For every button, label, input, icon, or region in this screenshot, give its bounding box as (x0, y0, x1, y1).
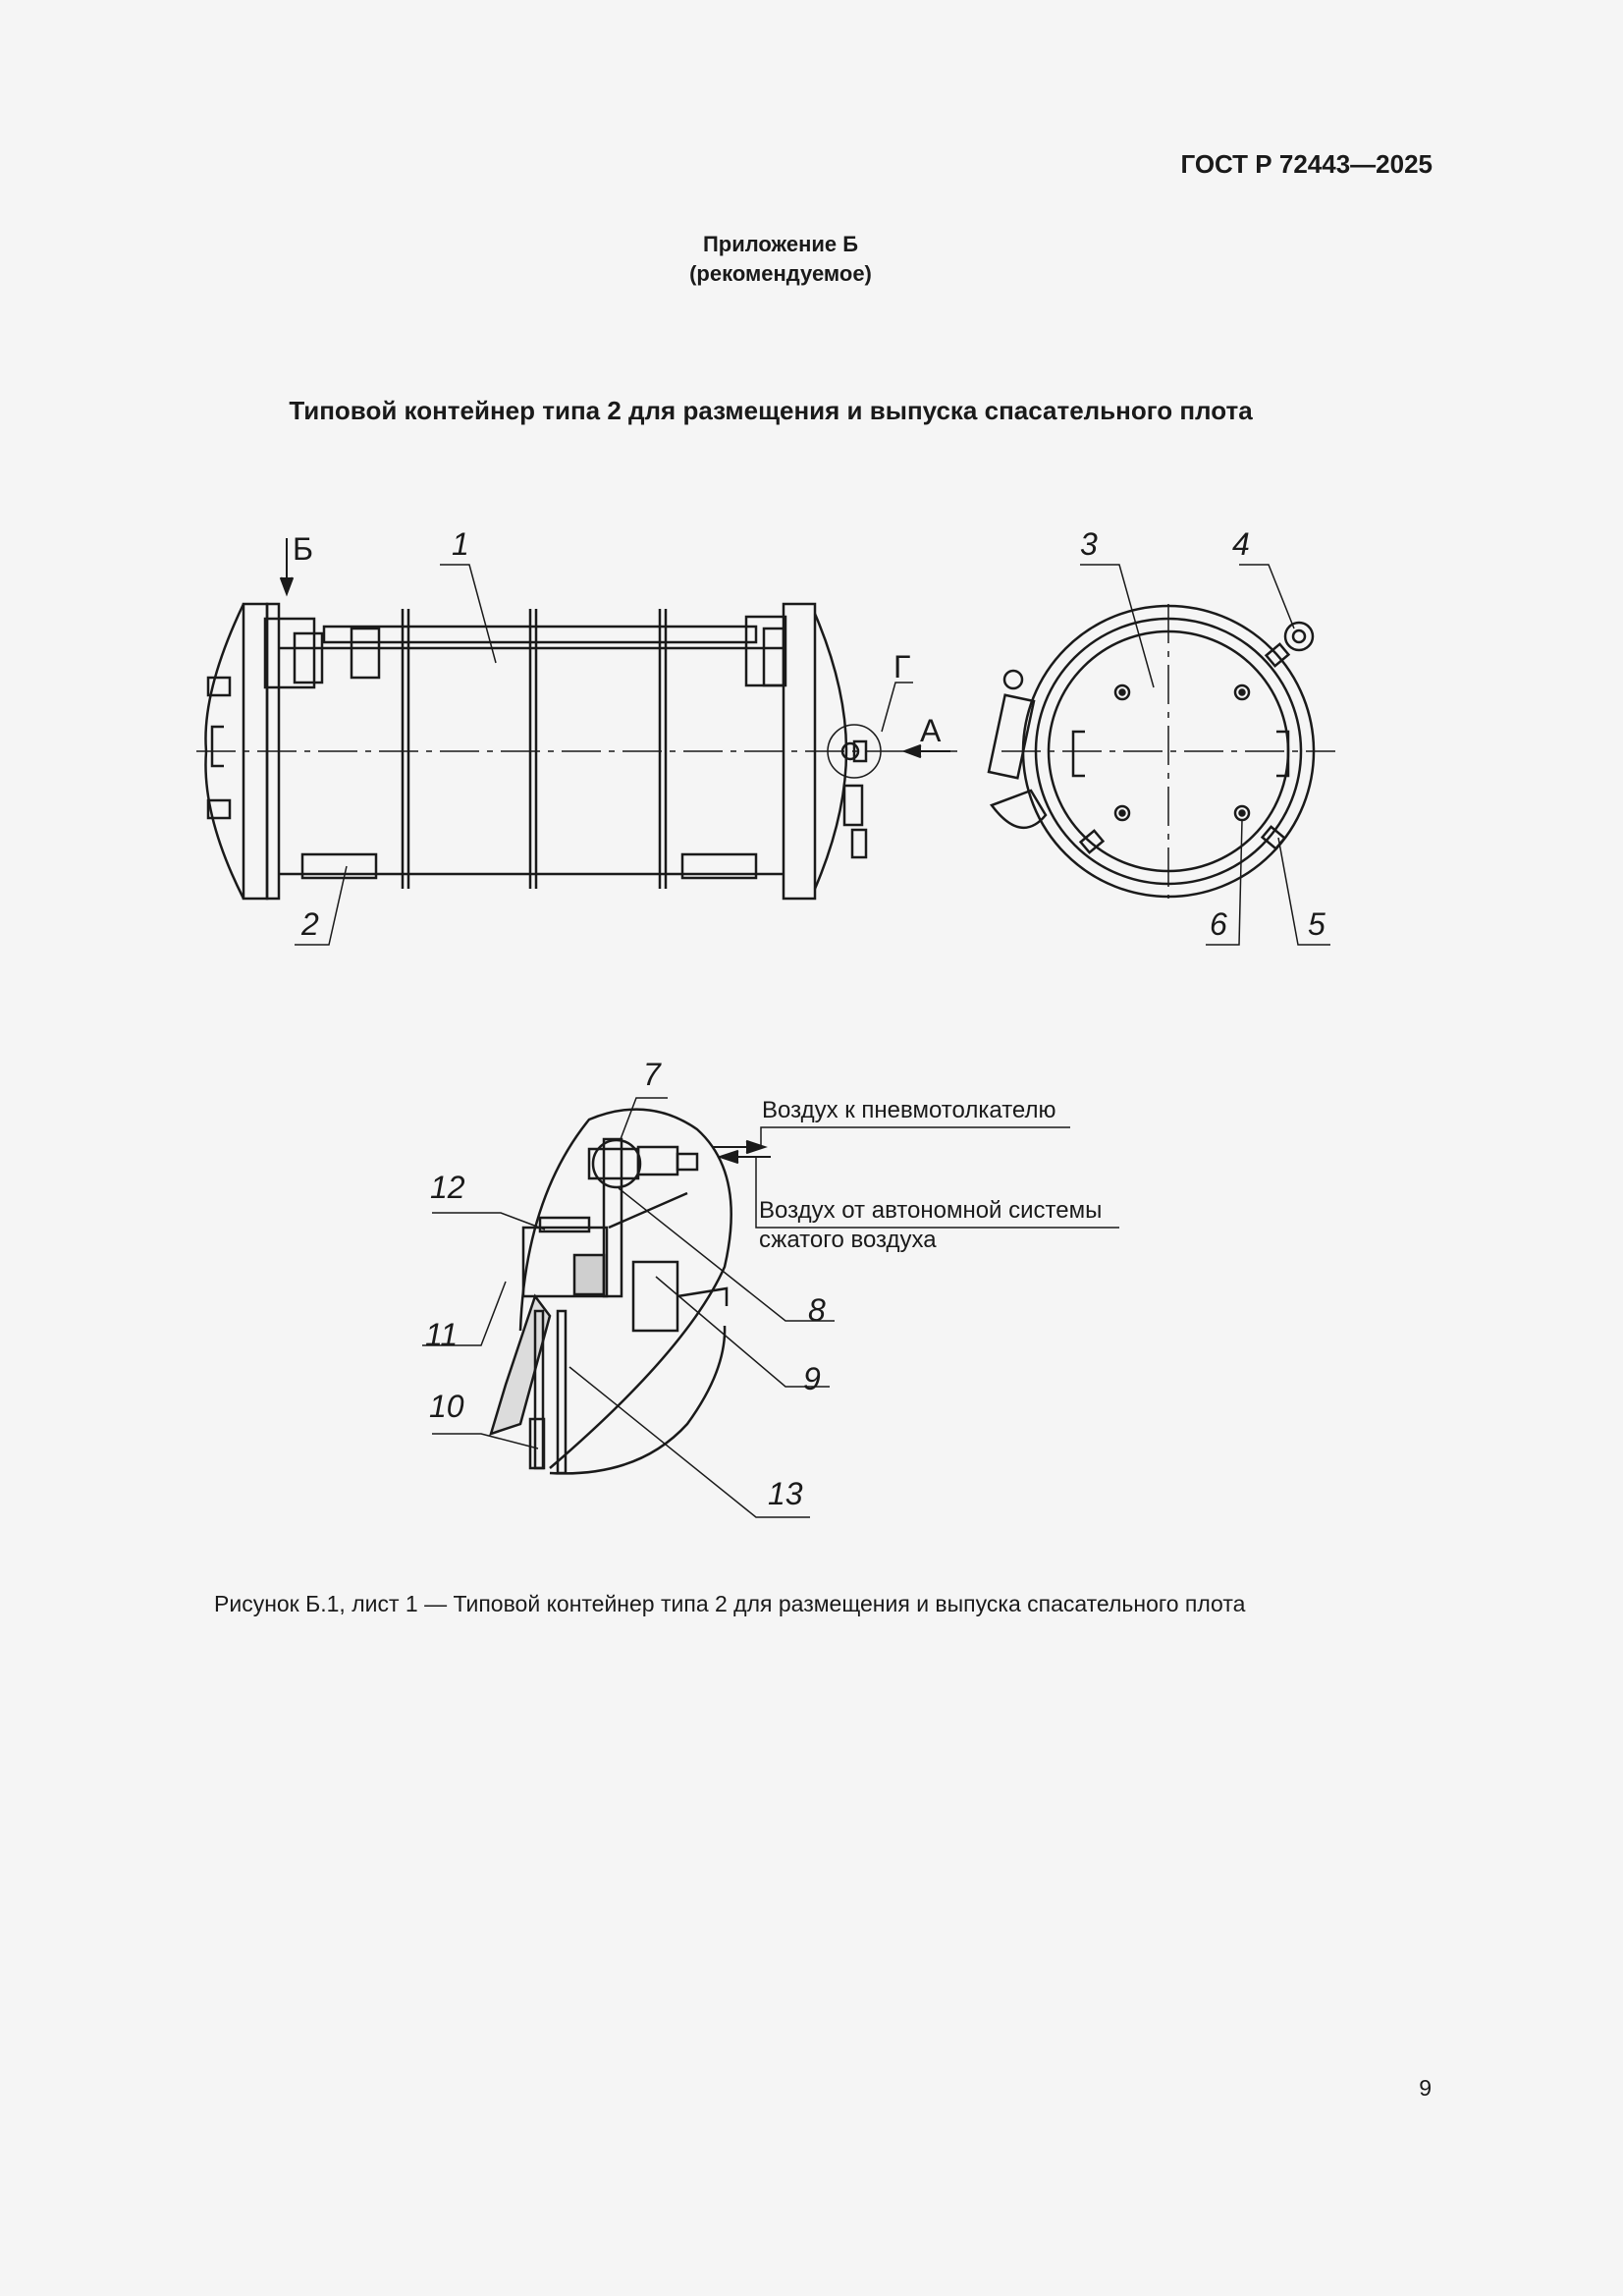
callout-8: 8 (808, 1292, 826, 1328)
callout-3: 3 (1080, 526, 1098, 562)
note-air-to: Воздух к пневмотолкателю (762, 1097, 1056, 1123)
section-title: Типовой контейнер типа 2 для размещения и выпуска спасательного плота (289, 396, 1253, 425)
document-code: ГОСТ Р 72443—2025 (1180, 149, 1433, 179)
callout-2: 2 (301, 906, 319, 942)
callout-12: 12 (430, 1170, 465, 1205)
view-mark-g: Г (893, 649, 911, 684)
callout-6: 6 (1210, 906, 1227, 942)
view-mark-a: А (920, 713, 942, 748)
callout-1: 1 (452, 526, 469, 562)
figure-caption: Рисунок Б.1, лист 1 — Типовой контейнер типа 2 для размещения и выпуска спасательного плота (214, 1591, 1246, 1616)
end-view (989, 565, 1335, 945)
appendix-title: Приложение Б (702, 232, 859, 256)
callout-10: 10 (429, 1389, 464, 1424)
view-mark-b: Б (293, 531, 313, 567)
note-air-from-2: сжатого воздуха (759, 1227, 937, 1253)
callout-7: 7 (643, 1057, 661, 1092)
page-number: 9 (1419, 2075, 1432, 2101)
callout-13: 13 (768, 1476, 803, 1511)
callout-5: 5 (1308, 906, 1325, 942)
callout-11: 11 (425, 1317, 459, 1352)
side-view (196, 538, 957, 945)
callout-9: 9 (803, 1361, 821, 1396)
detail-view (422, 1098, 1119, 1517)
note-air-from-1: Воздух от автономной системы (759, 1197, 1103, 1224)
callout-4: 4 (1232, 526, 1250, 562)
appendix-status: (рекомендуемое) (689, 261, 872, 286)
